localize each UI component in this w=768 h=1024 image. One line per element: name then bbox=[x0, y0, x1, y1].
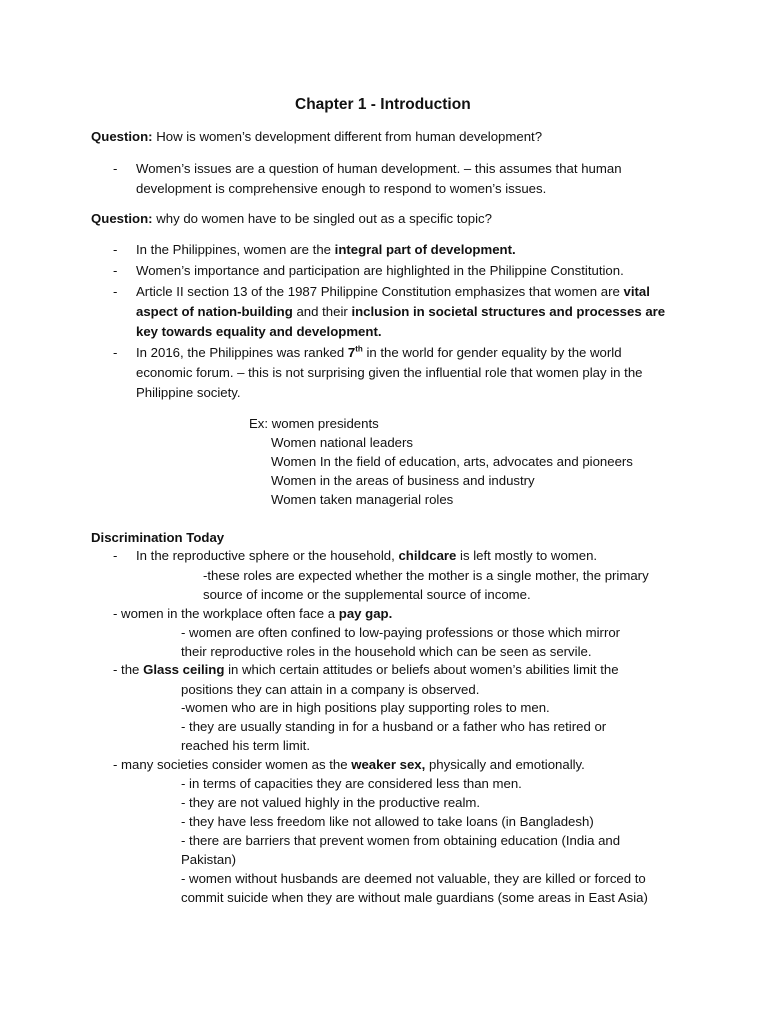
superscript: th bbox=[355, 344, 363, 354]
bold-run: 7 bbox=[347, 345, 356, 360]
sub-text: positions they can attain in a company is observed. bbox=[181, 682, 480, 697]
example-item: Ex: women presidents bbox=[249, 416, 379, 431]
text-run: in which certain attitudes or beliefs about women’s abilities limit the bbox=[224, 662, 619, 677]
bold-run: inclusion in societal structures and processes are bbox=[351, 304, 666, 319]
bullet-text: Women’s issues are a question of human development. – this assumes that human bbox=[136, 161, 622, 176]
sub-text: - they are not valued highly in the productive realm. bbox=[181, 795, 481, 810]
text-run: physically and emotionally. bbox=[425, 757, 585, 772]
bullet-text bbox=[113, 604, 392, 624]
bold-run: weaker sex, bbox=[351, 757, 426, 772]
example-item: Women in the areas of business and industry bbox=[271, 473, 535, 488]
text-run: In the reproductive sphere or the household, bbox=[136, 548, 399, 563]
question-text: why do women have to be singled out as a specific topic? bbox=[152, 211, 492, 226]
bullet-dash: - bbox=[113, 263, 118, 278]
bullet-text bbox=[113, 660, 619, 680]
example-item: Women taken managerial roles bbox=[271, 492, 454, 507]
question-1 bbox=[91, 127, 542, 147]
text-run: Article II section 13 of the 1987 Philippine Constitution emphasizes that women are bbox=[136, 284, 624, 299]
sub-text: Pakistan) bbox=[181, 852, 236, 867]
text-run: is left mostly to women. bbox=[456, 548, 598, 563]
bold-run: Glass ceiling bbox=[143, 662, 225, 677]
bullet-text: Philippine society. bbox=[136, 385, 241, 400]
sub-text: source of income or the supplemental source of income. bbox=[203, 587, 531, 602]
sub-text: reached his term limit. bbox=[181, 738, 310, 753]
bullet-text: economic forum. – this is not surprising given the influential role that women play in the bbox=[136, 365, 643, 380]
bullet-dash: - bbox=[113, 548, 118, 563]
sub-text: -women who are in high positions play supporting roles to men. bbox=[181, 700, 550, 715]
bullet-text bbox=[136, 302, 665, 322]
bold-run: aspect of nation-building bbox=[136, 304, 293, 319]
page-title: Chapter 1 - Introduction bbox=[295, 96, 471, 113]
bullet-text bbox=[136, 282, 650, 302]
section-heading: Discrimination Today bbox=[91, 530, 225, 545]
bullet-dash: - bbox=[113, 345, 118, 360]
bullet-text bbox=[113, 755, 585, 775]
question-label: Question: bbox=[91, 211, 153, 226]
text-run: - women in the workplace often face a bbox=[113, 606, 339, 621]
sub-text: their reproductive roles in the household which can be seen as servile. bbox=[181, 644, 592, 659]
text-run: and their bbox=[292, 304, 352, 319]
text-run: in the world for gender equality by the world bbox=[362, 345, 622, 360]
sub-text: -these roles are expected whether the mother is a single mother, the primary bbox=[203, 568, 649, 583]
sub-text: - they are usually standing in for a husband or a father who has retired or bbox=[181, 719, 607, 734]
bullet-text: key towards equality and development. bbox=[136, 324, 382, 339]
bullet-dash: - bbox=[113, 242, 118, 257]
bullet-text bbox=[136, 240, 516, 260]
example-item: Women In the field of education, arts, advocates and pioneers bbox=[271, 454, 633, 469]
text-run: - the bbox=[113, 662, 144, 677]
bold-run: pay gap. bbox=[338, 606, 393, 621]
sub-text: - women are often confined to low-paying professions or those which mirror bbox=[181, 625, 621, 640]
question-2 bbox=[91, 209, 492, 229]
text-run: - many societies consider women as the bbox=[113, 757, 352, 772]
question-label: Question: bbox=[91, 129, 153, 144]
question-text: How is women’s development different from human development? bbox=[152, 129, 543, 144]
text-run: In 2016, the Philippines was ranked bbox=[136, 345, 348, 360]
bold-run: integral part of development. bbox=[334, 242, 516, 257]
sub-text: commit suicide when they are without male guardians (some areas in East Asia) bbox=[181, 890, 648, 905]
bullet-text bbox=[136, 343, 622, 363]
text-run: In the Philippines, women are the bbox=[136, 242, 335, 257]
sub-text: - there are barriers that prevent women from obtaining education (India and bbox=[181, 833, 621, 848]
bold-run: vital bbox=[623, 284, 650, 299]
bullet-text: development is comprehensive enough to respond to women’s issues. bbox=[136, 181, 547, 196]
bullet-dash: - bbox=[113, 284, 118, 299]
example-item: Women national leaders bbox=[271, 435, 413, 450]
sub-text: - they have less freedom like not allowed to take loans (in Bangladesh) bbox=[181, 814, 594, 829]
sub-text: - women without husbands are deemed not valuable, they are killed or forced to bbox=[181, 871, 646, 886]
sub-text: - in terms of capacities they are considered less than men. bbox=[181, 776, 522, 791]
bullet-text: Women’s importance and participation are highlighted in the Philippine Constitution. bbox=[136, 263, 624, 278]
bullet-text bbox=[136, 546, 597, 566]
bullet-dash: - bbox=[113, 161, 118, 176]
bold-run: childcare bbox=[398, 548, 457, 563]
